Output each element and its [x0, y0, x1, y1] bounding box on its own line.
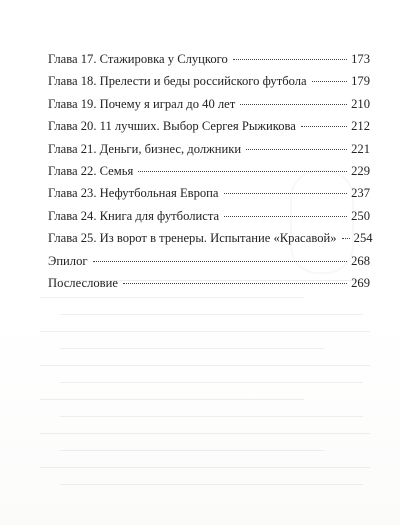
toc-entry — [48, 160, 370, 182]
toc-entry — [48, 70, 370, 92]
dot-leader — [246, 149, 347, 150]
toc-entry-page: 179 — [351, 74, 370, 89]
toc-entry-page: 173 — [351, 52, 370, 66]
toc-entry — [48, 182, 370, 204]
toc-entry-page: 268 — [351, 253, 370, 268]
show-through-text — [40, 280, 370, 510]
toc-entry — [48, 93, 370, 115]
toc-entry-page: 210 — [351, 96, 370, 111]
dot-leader — [301, 126, 347, 127]
toc-entry-title: Глава 24. Книга для футболиста — [48, 208, 220, 223]
toc-entry-title: Глава 18. Прелести и беды российского футбола — [48, 74, 307, 89]
toc-entry-page: 250 — [351, 208, 370, 223]
dot-leader — [224, 193, 347, 194]
toc-entry-page: 221 — [351, 141, 370, 156]
toc-entry-title: Глава 17. Стажировка у Слуцкого — [48, 52, 228, 66]
dot-leader — [312, 81, 347, 82]
toc-entry — [48, 250, 370, 272]
toc-entry-title: Глава 25. Из ворот в тренеры. Испытание «Красавой» — [48, 231, 337, 246]
toc-entry — [48, 48, 370, 70]
toc-entry-page: 229 — [351, 163, 370, 178]
toc-entry-title: Глава 19. Почему я играл до 40 лет — [48, 96, 236, 111]
dot-leader — [93, 261, 347, 262]
dot-leader — [342, 238, 350, 239]
toc-entry — [48, 227, 373, 249]
toc-entry-page: 237 — [351, 186, 370, 201]
table-of-contents — [48, 48, 373, 294]
toc-entry-title: Глава 22. Семья — [48, 163, 134, 178]
toc-entry — [48, 115, 370, 137]
dot-leader — [138, 171, 347, 172]
toc-entry-title: Глава 20. 11 лучших. Выбор Сергея Рыжикова — [48, 119, 296, 134]
dot-leader — [240, 104, 347, 105]
toc-entry-title: Глава 23. Нефутбольная Европа — [48, 186, 219, 201]
toc-entry — [48, 205, 370, 227]
dot-leader — [233, 59, 347, 60]
toc-entry-title: Глава 21. Деньги, бизнес, должники — [48, 141, 242, 156]
toc-entry — [48, 272, 370, 294]
toc-entry-page: 254 — [353, 231, 373, 246]
toc-entry-title: Эпилог — [48, 253, 88, 268]
toc-entry-title: Послесловие — [48, 275, 118, 290]
toc-entry-page: 212 — [351, 119, 370, 134]
dot-leader — [224, 216, 347, 217]
dot-leader — [123, 283, 347, 284]
toc-entry — [48, 138, 370, 160]
toc-entry-page: 269 — [351, 275, 370, 290]
